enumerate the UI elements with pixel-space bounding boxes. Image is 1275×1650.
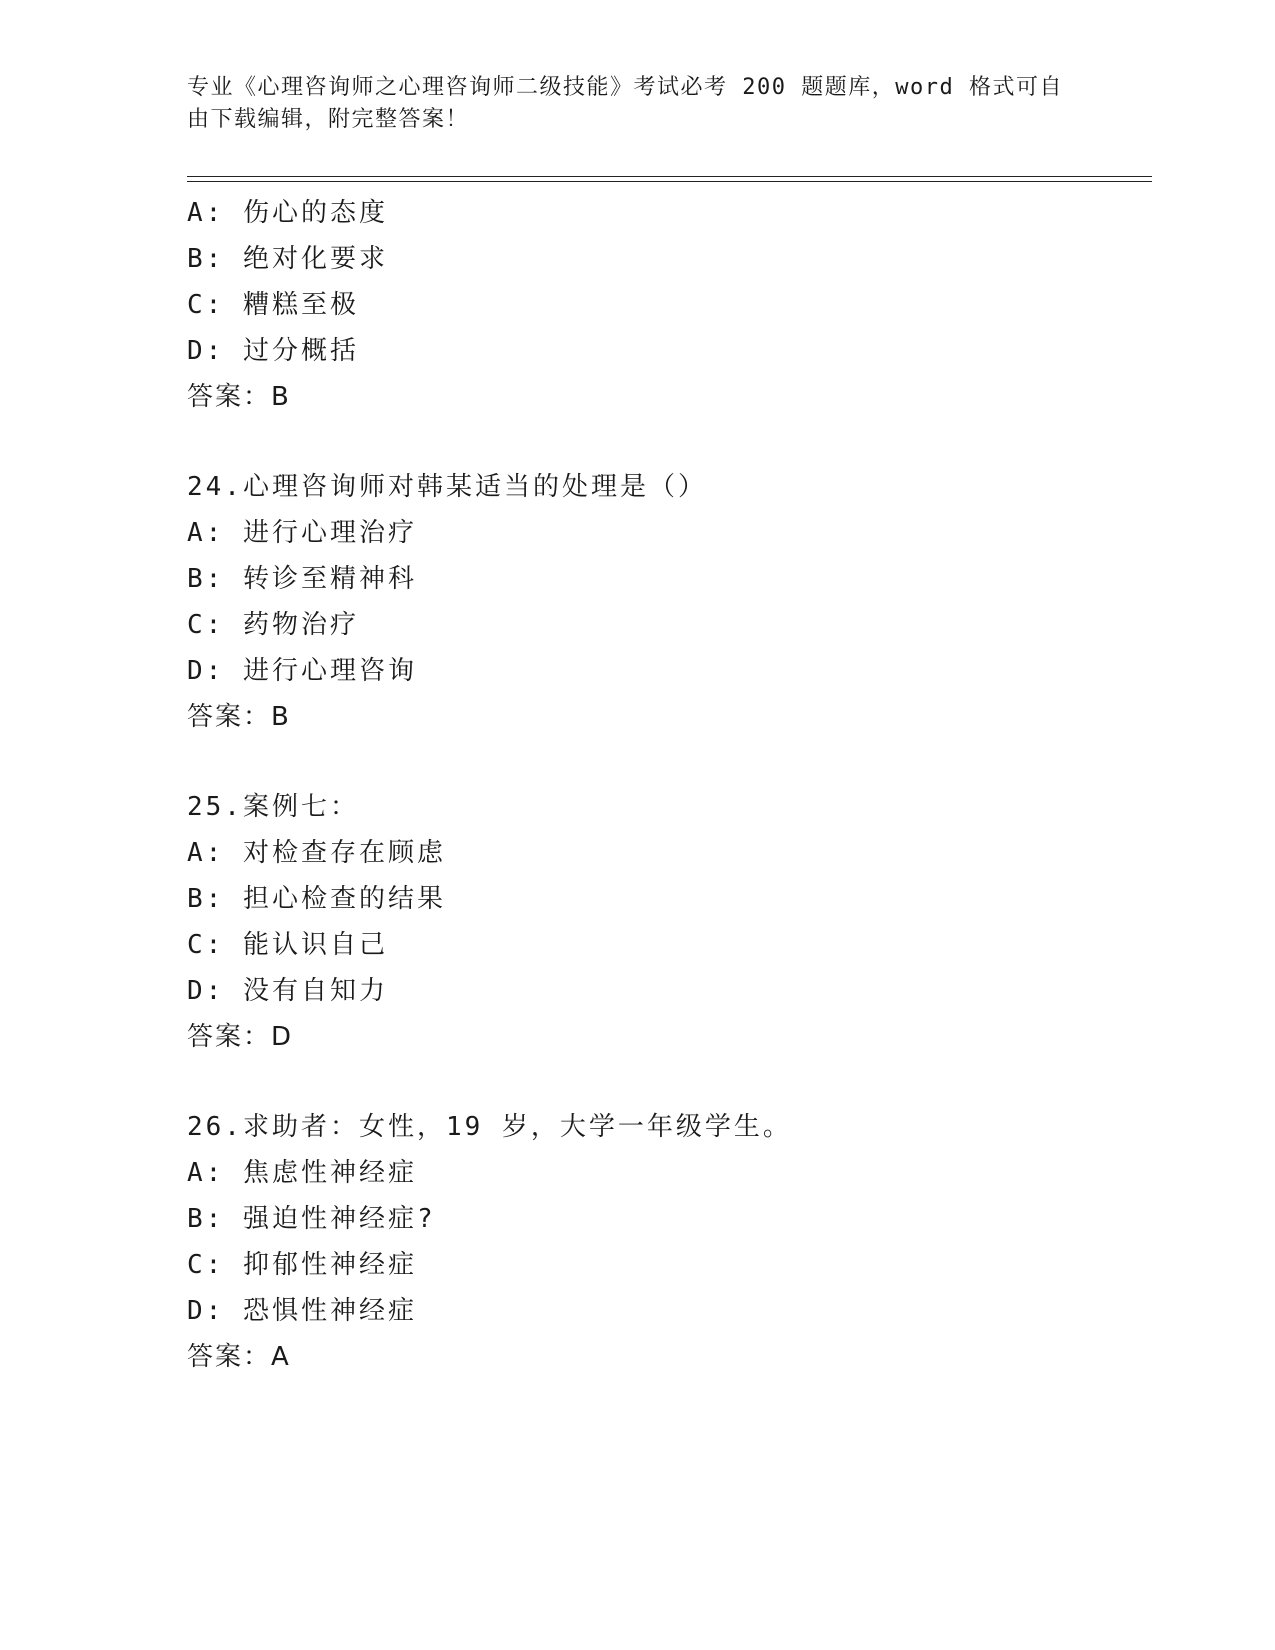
answer-line: 答案：B — [187, 382, 291, 412]
answer-line: 答案：B — [187, 702, 291, 732]
option-a: A: 焦虑性神经症 — [187, 1158, 417, 1188]
option-d: D: 进行心理咨询 — [187, 656, 417, 686]
option-b: B: 转诊至精神科 — [187, 564, 417, 594]
header-divider-top — [187, 176, 1152, 177]
option-b: B: 担心检查的结果 — [187, 884, 446, 914]
option-c: C: 能认识自己 — [187, 930, 388, 960]
header-line-1: 专业《心理咨询师之心理咨询师二级技能》考试必考 200 题题库，word 格式可自 — [187, 75, 1063, 100]
option-b: B: 强迫性神经症? — [187, 1204, 436, 1234]
option-c: C: 糟糕至极 — [187, 290, 359, 320]
option-d: D: 没有自知力 — [187, 976, 388, 1006]
option-a: A: 进行心理治疗 — [187, 518, 417, 548]
option-a: A: 对检查存在顾虑 — [187, 838, 446, 868]
option-b: B: 绝对化要求 — [187, 244, 388, 274]
header-line-2: 由下载编辑，附完整答案！ — [187, 107, 470, 132]
header-divider-bottom — [187, 181, 1152, 182]
question-list — [187, 190, 1147, 1380]
option-c: C: 抑郁性神经症 — [187, 1250, 417, 1280]
question-stem: 24.心理咨询师对韩某适当的处理是（） — [187, 472, 707, 502]
question-block-25 — [187, 784, 1147, 1060]
answer-line: 答案：D — [187, 1022, 294, 1052]
question-block-24 — [187, 464, 1147, 740]
option-c: C: 药物治疗 — [187, 610, 359, 640]
question-block-26 — [187, 1104, 1147, 1380]
option-d: D: 恐惧性神经症 — [187, 1296, 417, 1326]
question-block-23 — [187, 190, 1147, 420]
document-header — [187, 72, 1067, 136]
question-stem: 26.求助者：女性，19 岁，大学一年级学生。 — [187, 1112, 792, 1142]
option-a: A: 伤心的态度 — [187, 198, 388, 228]
option-d: D: 过分概括 — [187, 336, 359, 366]
question-stem: 25.案例七： — [187, 792, 359, 822]
answer-line: 答案：A — [187, 1342, 291, 1372]
